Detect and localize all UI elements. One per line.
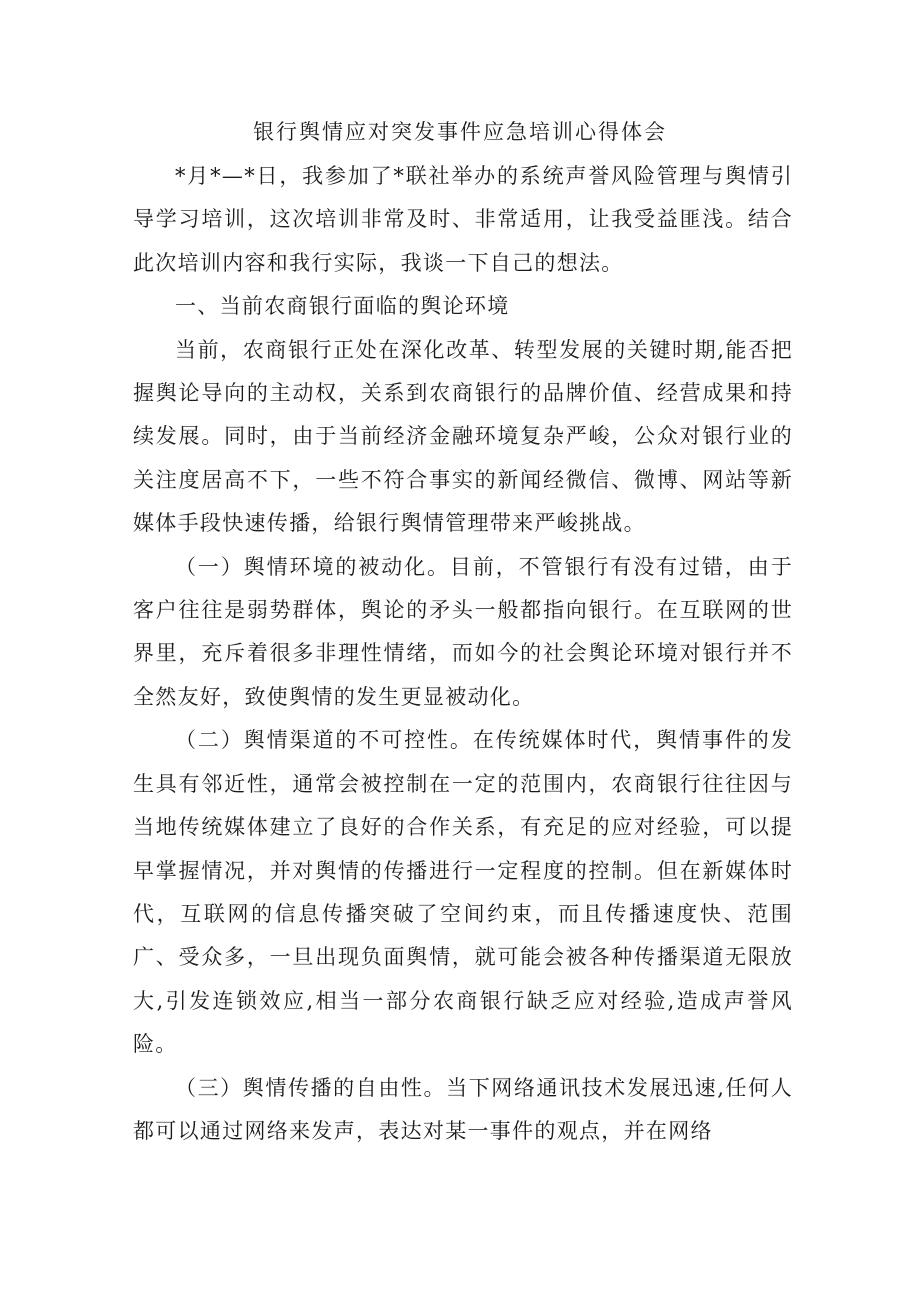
section-heading: 一、当前农商银行面临的舆论环境 xyxy=(175,294,510,319)
body-paragraph: 当前，农商银行正处在深化改革、转型发展的关键时期,能否把握舆论导向的主动权，关系到农商银行的品牌价值、经营成果和持续发展。同时，由于当前经济金融环境复杂严峻，公众对银行业的关注度居高不下，一些不符合事实的新闻经微信、微博、网站等新媒体手段快速传播，给银行舆情管理带来严峻挑战。 xyxy=(133,337,793,536)
body-paragraph: （一）舆情环境的被动化。目前，不管银行有没有过错，由于客户往往是弱势群体，舆论的矛头一般都指向银行。在互联网的世界里，充斥着很多非理性情绪，而如今的社会舆论环境对银行并不全然友好，致使舆情的发生更显被动化。 xyxy=(133,554,793,709)
body-paragraph: （三）舆情传播的自由性。当下网络通讯技术发展迅速,任何人都可以通过网络来发声，表达对某一事件的观点，并在网络 xyxy=(133,1075,793,1143)
intro-paragraph: *月*—*日，我参加了*联社举办的系统声誉风险管理与舆情引导学习培训，这次培训非常及时、非常适用，让我受益匪浅。结合此次培训内容和我行实际，我谈一下自己的想法。 xyxy=(133,164,793,275)
document-title: 银行舆情应对突发事件应急培训心得体会 xyxy=(253,120,667,144)
document-body xyxy=(133,155,793,1153)
body-paragraph: （二）舆情渠道的不可控性。在传统媒体时代，舆情事件的发生具有邻近性，通常会被控制在一定的范围内，农商银行往往因与当地传统媒体建立了良好的合作关系，有充足的应对经验，可以提早掌握情况，并对舆情的传播进行一定程度的控制。但在新媒体时代，互联网的信息传播突破了空间约束，而且传播速度快、范围广、受众多，一旦出现负面舆情，就可能会被各种传播渠道无限放大,引发连锁效应,相当一部分农商银行缺乏应对经验,造成声誉风险。 xyxy=(133,728,793,1057)
